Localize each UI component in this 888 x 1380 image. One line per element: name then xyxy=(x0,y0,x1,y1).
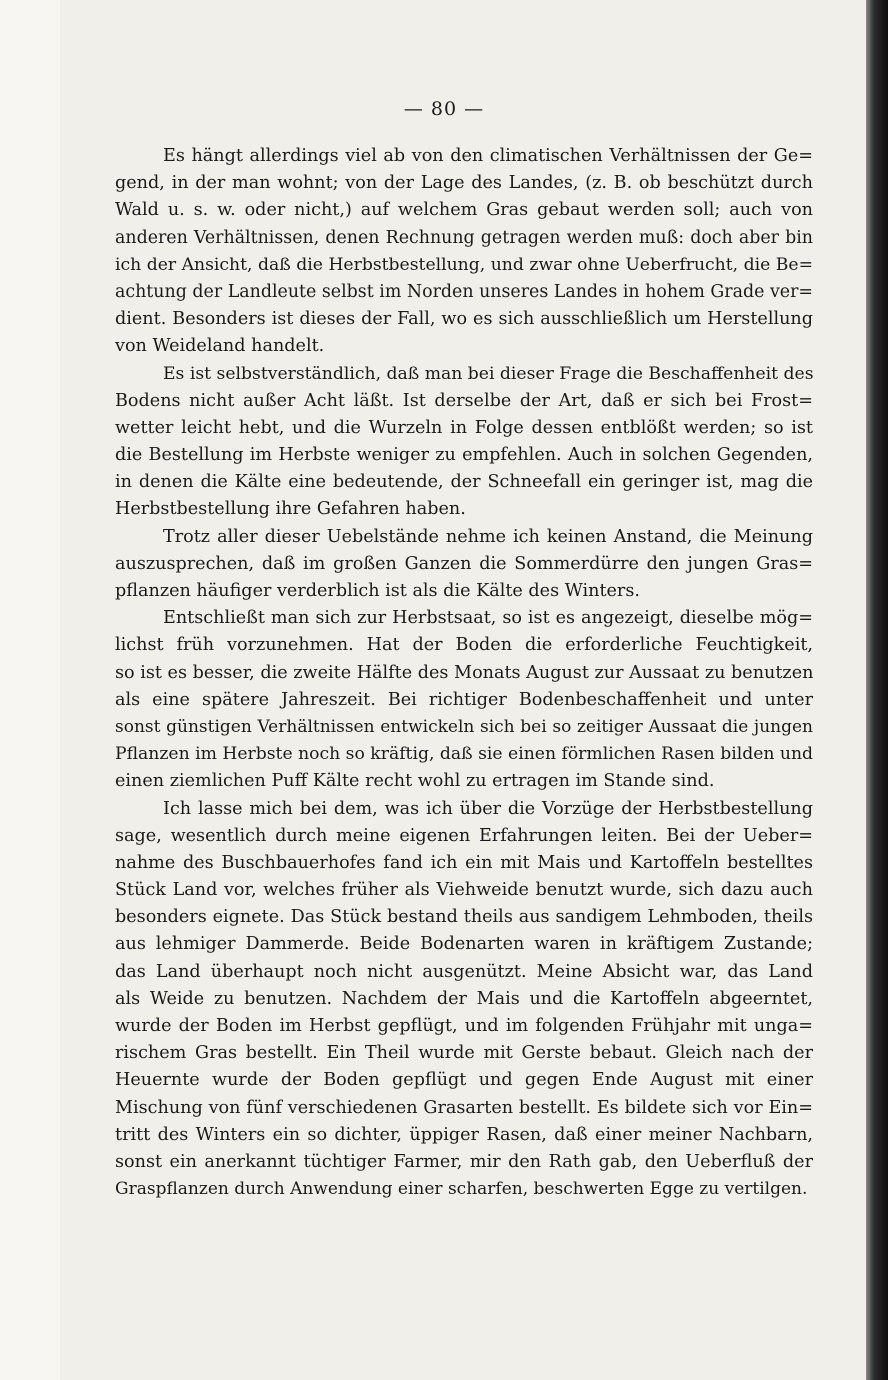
text-line: rischem Gras bestellt. Ein Theil wurde mit Gerste bebaut. Gleich nach der xyxy=(115,1043,813,1064)
text-line: sonst ein anerkannt tüchtiger Farmer, mir den Rath gab, den Ueberfluß der xyxy=(115,1151,813,1172)
text-line: dient. Besonders ist dieses der Fall, wo es sich ausschließlich um Herstellung xyxy=(115,309,813,330)
text-line: in denen die Kälte eine bedeutende, der Schneefall ein geringer ist, mag die xyxy=(115,472,813,493)
page-margin xyxy=(0,0,60,1380)
text-line: sonst günstigen Verhältnissen entwickeln sich bei so zeitiger Aussaat die jungen xyxy=(115,716,813,737)
text-line: achtung der Landleute selbst im Norden unseres Landes in hohem Grade ver= xyxy=(115,281,813,302)
text-line: ich der Ansicht, daß die Herbstbestellung, und zwar ohne Ueberfrucht, die Be= xyxy=(115,254,813,275)
text-line: wurde der Boden im Herbst gepflügt, und im folgenden Frühjahr mit unga= xyxy=(115,1016,813,1036)
text-line: besonders eignete. Das Stück bestand theils aus sandigem Lehmboden, theils xyxy=(115,907,813,928)
text-line: gend, in der man wohnt; von der Lage des Landes, (z. B. ob beschützt durch xyxy=(115,173,813,194)
text-line: nahme des Buschbauerhofes fand ich ein mit Mais und Kartoffeln bestelltes xyxy=(115,852,813,873)
text-line: tritt des Winters ein so dichter, üppiger Rasen, daß einer meiner Nachbarn, xyxy=(115,1124,813,1145)
text-line: einen ziemlichen Puff Kälte recht wohl zu ertragen im Stande sind. xyxy=(115,771,715,792)
text-line: als eine spätere Jahreszeit. Bei richtiger Bodenbeschaffenheit und unter xyxy=(115,689,813,710)
text-line: Es hängt allerdings viel ab von den climatischen Verhältnissen der Ge= xyxy=(163,146,813,166)
text-line: auszusprechen, daß im großen Ganzen die Sommerdürre den jungen Gras= xyxy=(115,553,813,574)
book-binding-edge xyxy=(866,0,888,1380)
body-text xyxy=(115,143,813,1203)
text-line: das Land überhaupt noch nicht ausgenützt. Meine Absicht war, das Land xyxy=(115,961,813,982)
text-line: so ist es besser, die zweite Hälfte des Monats August zur Aussaat zu benutzen xyxy=(115,662,814,683)
text-line: Stück Land vor, welches früher als Viehweide benutzt wurde, sich dazu auch xyxy=(115,880,813,901)
text-line: Wald u. s. w. oder nicht,) auf welchem Gras gebaut werden soll; auch von xyxy=(115,200,813,221)
text-line: sage, wesentlich durch meine eigenen Erfahrungen leiten. Bei der Ueber= xyxy=(115,825,813,846)
text-line: Ich lasse mich bei dem, was ich über die Vorzüge der Herbstbestellung xyxy=(163,798,813,819)
text-line: die Bestellung im Herbste weniger zu empfehlen. Auch in solchen Gegenden, xyxy=(115,445,813,466)
text-line: aus lehmiger Dammerde. Beide Bodenarten waren in kräftigem Zustande; xyxy=(115,934,813,955)
text-line: pflanzen häufiger verderblich ist als die Kälte des Winters. xyxy=(115,581,640,601)
text-line: von Weideland handelt. xyxy=(115,336,325,357)
text-line: Bodens nicht außer Acht läßt. Ist derselbe der Art, daß er sich bei Frost= xyxy=(115,390,813,411)
text-line: Trotz aller dieser Uebelstände nehme ich keinen Anstand, die Meinung xyxy=(163,526,813,547)
page-number: — 80 — xyxy=(403,98,485,120)
text-line: wetter leicht hebt, und die Wurzeln in Folge dessen entblößt werden; so ist xyxy=(115,417,813,438)
text-line: lichst früh vorzunehmen. Hat der Boden die erforderliche Feuchtigkeit, xyxy=(115,635,813,656)
text-line: Heuernte wurde der Boden gepflügt und gegen Ende August mit einer xyxy=(115,1070,813,1091)
text-line: Pflanzen im Herbste noch so kräftig, daß sie einen förmlichen Rasen bilden und xyxy=(115,744,814,765)
text-line: Entschließt man sich zur Herbstsaat, so ist es angezeigt, dieselbe mög= xyxy=(163,608,813,629)
text-line: Es ist selbstverständlich, daß man bei dieser Frage die Beschaffenheit des xyxy=(163,363,814,384)
text-line: Mischung von fünf verschiedenen Grasarten bestellt. Es bildete sich vor Ein= xyxy=(115,1097,813,1118)
text-line: als Weide zu benutzen. Nachdem der Mais und die Kartoffeln abgeerntet, xyxy=(115,988,813,1009)
text-line: Graspflanzen durch Anwendung einer scharfen, beschwerten Egge zu vertilgen. xyxy=(115,1179,808,1200)
text-line: anderen Verhältnissen, denen Rechnung getragen werden muß: doch aber bin xyxy=(115,227,813,248)
text-line: Herbstbestellung ihre Gefahren haben. xyxy=(115,499,466,520)
